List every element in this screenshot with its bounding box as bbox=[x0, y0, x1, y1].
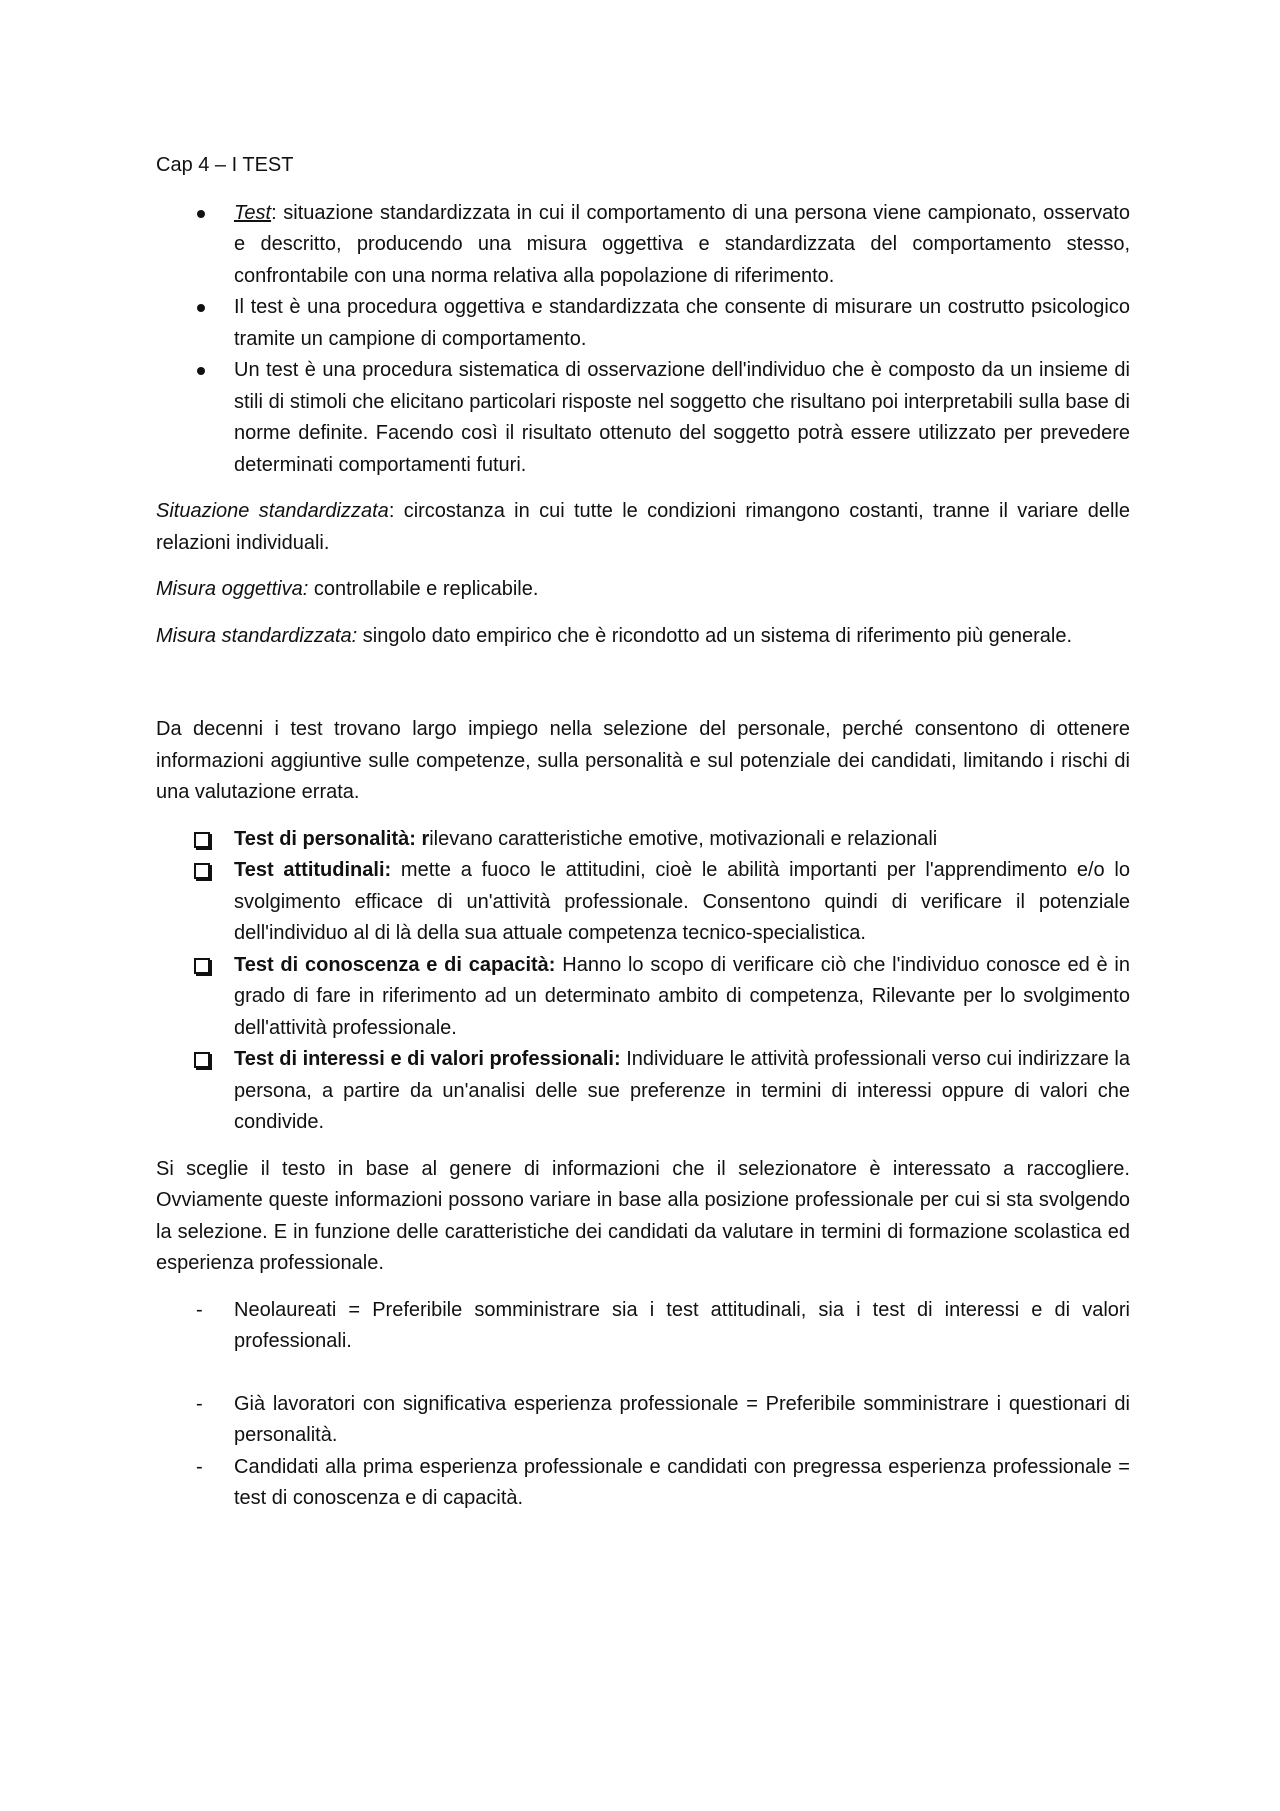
checkbox-bullet-icon bbox=[194, 1052, 210, 1068]
test-type-text: Individuare le attività professionali verso cui indirizzare la persona, a partire da un'analisi delle sue preferenze in termini di interessi oppure di valori che condivide. bbox=[234, 1048, 1130, 1133]
list-item bbox=[156, 1389, 1130, 1452]
blank-spacer bbox=[156, 667, 1130, 714]
checkbox-bullet-icon bbox=[194, 863, 210, 879]
list-item bbox=[156, 1044, 1130, 1139]
bullet-dot-icon bbox=[197, 304, 205, 312]
dash-marker: - bbox=[196, 1455, 203, 1478]
checkbox-bullet-icon bbox=[194, 832, 210, 848]
bullet-text: : situazione standardizzata in cui il comportamento di una persona viene campionato, osservato e descritto, producendo una misura oggettiva e standardizzata del comportamento stesso, confrontabile con una norma relativa alla popolazione di riferimento. bbox=[234, 201, 1130, 287]
definition-term: Misura standardizzata: bbox=[156, 624, 358, 647]
definition-paragraph bbox=[156, 621, 1130, 653]
definition-paragraph bbox=[156, 496, 1130, 559]
blank-line bbox=[156, 1358, 1130, 1389]
bullet-dot-icon bbox=[197, 367, 205, 375]
test-type-label: Test di conoscenza e di capacità: bbox=[234, 953, 556, 976]
definition-text: controllabile e replicabile. bbox=[308, 578, 539, 600]
bullet-text: Il test è una procedura oggettiva e standardizzata che consente di misurare un costrutto psicologico tramite un campione di comportamento. bbox=[234, 296, 1130, 350]
test-type-text: Hanno lo scopo di verificare ciò che l'individuo conosce ed è in grado di fare in riferimento ad un determinato ambito di competenza, Rilevante per lo svolgimento dell'attività professionale. bbox=[234, 953, 1130, 1039]
test-type-text: ilevano caratteristiche emotive, motivazionali e relazionali bbox=[429, 827, 938, 850]
bullet-term: Test bbox=[234, 201, 272, 224]
test-type-label: Test attitudinali: bbox=[234, 859, 392, 881]
test-definition-bullets bbox=[156, 198, 1130, 482]
dash-marker: - bbox=[196, 1298, 203, 1321]
dash-marker: - bbox=[196, 1392, 203, 1415]
list-item bbox=[156, 855, 1130, 950]
list-item bbox=[156, 824, 1130, 856]
test-type-label: Test di personalità: r bbox=[234, 827, 430, 850]
candidate-case-text: Candidati alla prima esperienza professionale e candidati con pregressa esperienza professionale = test di conoscenza e di capacità. bbox=[234, 1455, 1130, 1509]
definition-term: Situazione standardizzata bbox=[156, 500, 389, 522]
bullet-dot-icon bbox=[197, 210, 205, 218]
candidate-case-text: Già lavoratori con significativa esperienza professionale = Preferibile somministrare i questionari di personalità. bbox=[234, 1392, 1130, 1446]
definition-text: singolo dato empirico che è ricondotto ad un sistema di riferimento più generale. bbox=[357, 624, 1073, 647]
test-types-list bbox=[156, 824, 1130, 1139]
test-type-label: Test di interessi e di valori professionali: bbox=[234, 1048, 621, 1070]
page-title: Cap 4 – I TEST bbox=[156, 154, 294, 176]
definition-term: Misura oggettiva: bbox=[156, 578, 309, 600]
definition-text: : circostanza in cui tutte le condizioni rimangono costanti, tranne il variare delle relazioni individuali. bbox=[156, 500, 1130, 554]
bullet-text: Un test è una procedura sistematica di osservazione dell'individuo che è composto da un insieme di stili di stimoli che elicitano particolari risposte nel soggetto che risultano poi interpretabili sulla base di norme definite. Facendo così il risultato ottenuto del soggetto potrà essere utilizzato per prevedere determinati comportamenti futuri. bbox=[234, 359, 1130, 476]
test-type-text: mette a fuoco le attitudini, cioè le abilità importanti per l'apprendimento e/o lo svolgimento efficace di un'attività professionale. Consentono quindi di verificare il potenziale dell'individuo al di là della sua attuale competenza tecnico-specialistica. bbox=[234, 859, 1130, 944]
selection-paragraph: Si sceglie il testo in base al genere di informazioni che il selezionatore è interessato a raccogliere. Ovviamente queste informazioni possono variare in base alla posizione professionale per cui si sta svolgendo la selezione. E in funzione delle caratteristiche dei candidati da valutare in termini di formazione scolastica ed esperienza professionale. bbox=[156, 1157, 1130, 1274]
document-page bbox=[156, 150, 1130, 1530]
checkbox-bullet-icon bbox=[194, 958, 210, 974]
definition-paragraph bbox=[156, 574, 1130, 606]
candidate-case-text: Neolaureati = Preferibile somministrare sia i test attitudinali, sia i test di interessi e di valori professionali. bbox=[234, 1298, 1130, 1352]
list-item bbox=[156, 292, 1130, 355]
list-item bbox=[156, 1452, 1130, 1515]
list-item bbox=[156, 355, 1130, 481]
list-item bbox=[156, 950, 1130, 1045]
intro-paragraph: Da decenni i test trovano largo impiego nella selezione del personale, perché consentono di ottenere informazioni aggiuntive sulle competenze, sulla personalità e sul potenziale dei candidati, limitando i rischi di una valutazione errata. bbox=[156, 718, 1130, 803]
candidate-cases-list bbox=[156, 1295, 1130, 1515]
list-item bbox=[156, 1295, 1130, 1358]
list-item bbox=[156, 198, 1130, 293]
